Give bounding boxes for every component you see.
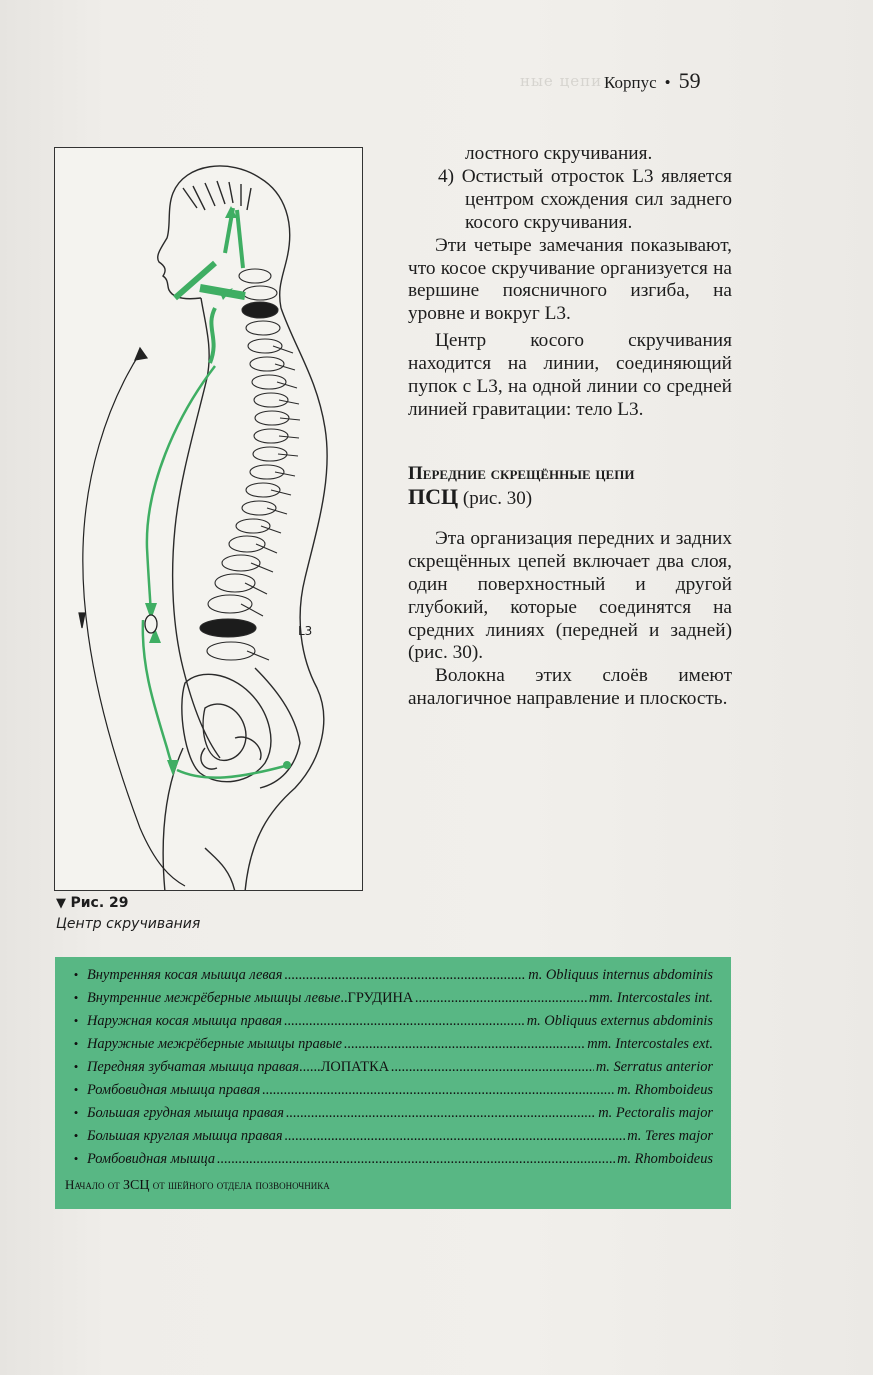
muscle-name-lat: m. Rhomboideus <box>617 1151 713 1167</box>
muscle-name-ru: Ромбовидная мышца правая <box>87 1082 261 1098</box>
chain-abbreviation: ЗСЦ <box>122 1178 150 1193</box>
muscle-name-lat: m. Rhomboideus <box>617 1082 713 1098</box>
muscle-name-lat: m. Pectoralis major <box>598 1105 713 1121</box>
leader-dots <box>285 1128 626 1145</box>
rotation-arrow <box>79 348 185 886</box>
force-lines <box>175 208 245 363</box>
heading-text: Передние скрещённые цепи <box>408 462 635 484</box>
leader-dots <box>284 967 526 984</box>
heading-abbreviation: ПСЦ <box>408 483 459 509</box>
list-item-text: Остистый отросток L3 является центром схождения сил заднего косого скручивания. <box>461 165 732 233</box>
bleed-through-text: ные цепи <box>520 72 603 90</box>
leader-dots <box>217 1151 615 1168</box>
muscle-name-ru: Внутренняя косая мышца левая <box>87 967 283 983</box>
muscle-name-ru: Большая круглая мышца правая <box>87 1128 283 1144</box>
muscle-row: • Наружные межрёберные мышцы правые ..... mm. Intercostales ext. <box>65 1036 713 1059</box>
section-title: Корпус <box>604 73 657 92</box>
heading-figure-ref: (рис. 30) <box>462 487 533 509</box>
muscle-row: • Большая грудная мышца правая ..... m. Pectoralis major <box>65 1105 713 1128</box>
muscle-name-ru: Большая грудная мышца правая <box>87 1105 284 1121</box>
muscle-name-ru: Внутренние межрёберные мышцы левые <box>87 990 341 1006</box>
landmark-label: ......ЛОПАТКА <box>299 1059 390 1075</box>
muscle-row: • Внутренняя косая мышца левая ..... m. Obliquus internus abdominis <box>65 967 713 990</box>
paragraph: Волокна этих слоёв имеют аналогичное направление и плоскость. <box>408 665 732 710</box>
muscle-name-lat: mm. Intercostales ext. <box>587 1036 713 1052</box>
header-bullet: • <box>664 73 671 92</box>
triangle-icon: ▼ <box>56 896 66 911</box>
paragraph: Эти четыре замечания показывают, что косое скручивание организуется на вершине поясничного изгиба, на уровне и вокруг L3. <box>408 234 732 325</box>
figure-29-frame <box>54 147 363 891</box>
muscle-name-ru: Наружная косая мышца правая <box>87 1013 283 1029</box>
section-heading <box>408 462 732 510</box>
spine <box>200 269 300 660</box>
muscle-name-lat: m. Serratus anterior <box>595 1059 713 1075</box>
body-text-column <box>408 143 732 711</box>
muscle-row: • Наружная косая мышца правая ..... m. Obliquus externus abdominis <box>65 1013 713 1036</box>
muscle-name-lat: m. Teres major <box>627 1128 713 1144</box>
cross-chain-line <box>143 366 285 778</box>
list-number: 4) <box>438 165 455 187</box>
leader-dots <box>391 1059 594 1076</box>
page-number: 59 <box>678 68 701 93</box>
leader-dots <box>284 1013 525 1030</box>
muscle-row: • Передняя зубчатая мышца правая ......ЛОПАТКА ..... m. Serratus anterior <box>65 1059 713 1082</box>
figure-caption <box>56 895 200 932</box>
list-item-4 <box>408 166 732 235</box>
muscle-name-ru: Ромбовидная мышца <box>87 1151 216 1167</box>
navel-marker <box>145 615 157 633</box>
muscle-name-ru: Наружные межрёберные мышцы правые <box>87 1036 343 1052</box>
leader-dots <box>344 1036 585 1053</box>
muscle-row: • Ромбовидная мышца правая ..... m. Rhomboideus <box>65 1082 713 1105</box>
paragraph: Центр косого скручивания находится на линии, соединяющий пупок с L3, на одной линии со средней линией гравитации: тело L3. <box>408 330 732 420</box>
muscle-name-lat: mm. Intercostales int. <box>588 990 713 1006</box>
muscle-chain-box <box>55 957 731 1209</box>
leader-dots <box>262 1082 615 1099</box>
landmark-label: ..ГРУДИНА <box>340 990 414 1006</box>
torsion-center-illustration <box>55 148 363 891</box>
box-footer-note: Начало от ЗСЦ от шейного отдела позвоночника <box>65 1177 330 1193</box>
muscle-row: • Ромбовидная мышца ..... m. Rhomboideus <box>65 1151 713 1174</box>
muscle-name-ru: Передняя зубчатая мышца правая <box>87 1059 300 1075</box>
muscle-name-lat: m. Obliquus internus abdominis <box>528 967 713 983</box>
running-header <box>604 68 701 94</box>
leader-dots <box>286 1105 596 1122</box>
muscle-row: • Внутренние межрёберные мышцы левые ..ГРУДИНА ..... mm. Intercostales int. <box>65 990 713 1013</box>
muscle-name-lat: m. Obliquus externus abdominis <box>526 1013 713 1029</box>
list-item-continuation: лостного скручивания. <box>465 143 653 164</box>
leader-dots <box>415 990 587 1007</box>
l3-label: L3 <box>298 624 313 638</box>
paragraph: Эта организация передних и задних скрещённых цепей включает два слоя, один поверхностный и другой глубокий, которые соединятся на средних линиях (передней и задней) (рис. 30). <box>408 527 732 664</box>
figure-label: Рис. 29 <box>70 895 129 911</box>
figure-title: Центр скручивания <box>56 916 201 932</box>
muscle-row: • Большая круглая мышца правая ..... m. Teres major <box>65 1128 713 1151</box>
